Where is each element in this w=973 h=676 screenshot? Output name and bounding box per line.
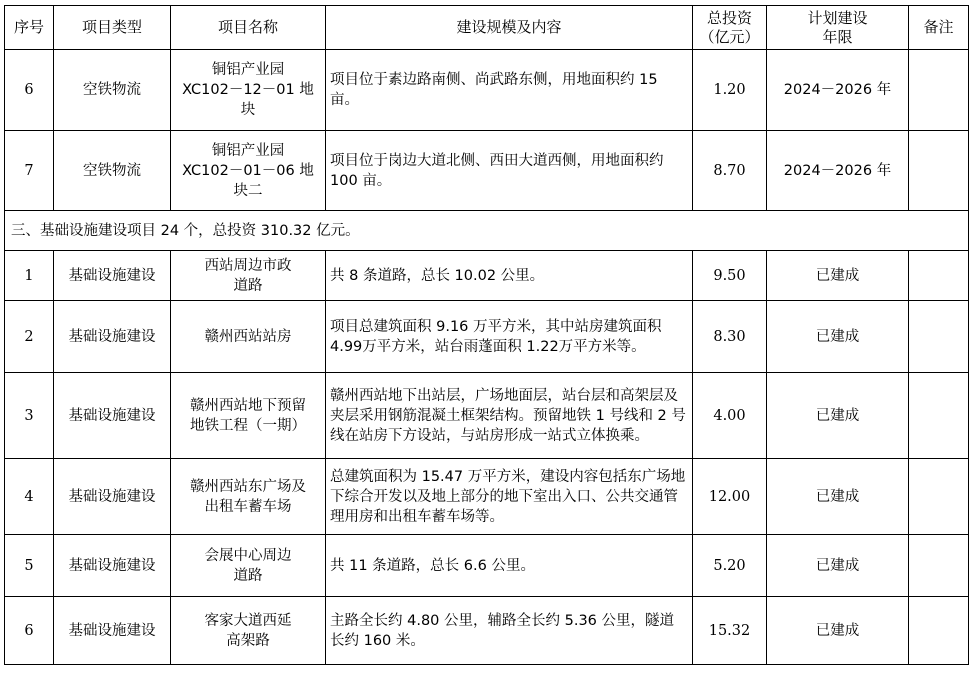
cell-content: 共 11 条道路，总长 6.6 公里。 <box>326 535 693 597</box>
cell-content: 赣州西站地下出站层，广场地面层，站台层和高架层及夹层采用钢筋混凝土框架结构。预留地铁 1 号线和 2 号线在站房下方设站，与站房形成一站式立体换乘。 <box>326 373 693 459</box>
cell-type: 基础设施建设 <box>54 535 171 597</box>
cell-type: 基础设施建设 <box>54 301 171 373</box>
cell-remark <box>909 459 969 535</box>
cell-investment: 5.20 <box>693 535 767 597</box>
cell-remark <box>909 535 969 597</box>
cell-seq: 2 <box>5 301 54 373</box>
cell-type: 基础设施建设 <box>54 251 171 301</box>
cell-type: 基础设施建设 <box>54 373 171 459</box>
cell-investment: 15.32 <box>693 597 767 665</box>
cell-name: 赣州西站站房 <box>171 301 326 373</box>
header-remark: 备注 <box>909 6 969 50</box>
cell-type: 空铁物流 <box>54 50 171 131</box>
cell-period: 已建成 <box>767 301 909 373</box>
cell-seq: 1 <box>5 251 54 301</box>
cell-type: 空铁物流 <box>54 131 171 211</box>
cell-seq: 4 <box>5 459 54 535</box>
cell-remark <box>909 131 969 211</box>
cell-period: 已建成 <box>767 535 909 597</box>
table-row <box>5 459 969 535</box>
cell-remark <box>909 251 969 301</box>
cell-seq: 5 <box>5 535 54 597</box>
table-row <box>5 251 969 301</box>
table-row <box>5 131 969 211</box>
header-seq: 序号 <box>5 6 54 50</box>
section-heading: 三、基础设施建设项目 24 个，总投资 310.32 亿元。 <box>5 211 969 251</box>
cell-type: 基础设施建设 <box>54 597 171 665</box>
section-row <box>5 211 969 251</box>
cell-investment: 1.20 <box>693 50 767 131</box>
cell-remark <box>909 301 969 373</box>
cell-seq: 6 <box>5 597 54 665</box>
cell-name: 铜铝产业园 XC102－12－01 地块 <box>171 50 326 131</box>
cell-content: 项目位于岗边大道北侧、西田大道西侧，用地面积约 100 亩。 <box>326 131 693 211</box>
cell-content: 总建筑面积为 15.47 万平方米，建设内容包括东广场地下综合开发以及地上部分的地下室出入口、公共交通管理用房和出租车蓄车场等。 <box>326 459 693 535</box>
cell-content: 项目位于素边路南侧、尚武路东侧，用地面积约 15 亩。 <box>326 50 693 131</box>
cell-investment: 8.30 <box>693 301 767 373</box>
cell-seq: 7 <box>5 131 54 211</box>
header-content: 建设规模及内容 <box>326 6 693 50</box>
cell-content: 共 8 条道路，总长 10.02 公里。 <box>326 251 693 301</box>
table-row <box>5 301 969 373</box>
cell-remark <box>909 50 969 131</box>
header-period: 计划建设 年限 <box>767 6 909 50</box>
header-row <box>5 6 969 50</box>
table-row <box>5 50 969 131</box>
cell-period: 已建成 <box>767 459 909 535</box>
cell-name: 赣州西站东广场及 出租车蓄车场 <box>171 459 326 535</box>
header-name: 项目名称 <box>171 6 326 50</box>
cell-name: 铜铝产业园 XC102－01－06 地块二 <box>171 131 326 211</box>
cell-name: 西站周边市政 道路 <box>171 251 326 301</box>
cell-content: 主路全长约 4.80 公里，辅路全长约 5.36 公里，隧道长约 160 米。 <box>326 597 693 665</box>
cell-investment: 12.00 <box>693 459 767 535</box>
cell-investment: 4.00 <box>693 373 767 459</box>
cell-name: 会展中心周边 道路 <box>171 535 326 597</box>
cell-period: 2024－2026 年 <box>767 131 909 211</box>
table-row <box>5 535 969 597</box>
cell-period: 已建成 <box>767 597 909 665</box>
cell-name: 赣州西站地下预留 地铁工程（一期） <box>171 373 326 459</box>
header-investment: 总投资 （亿元） <box>693 6 767 50</box>
cell-remark <box>909 373 969 459</box>
cell-investment: 9.50 <box>693 251 767 301</box>
cell-period: 2024－2026 年 <box>767 50 909 131</box>
cell-type: 基础设施建设 <box>54 459 171 535</box>
table-row <box>5 373 969 459</box>
cell-content: 项目总建筑面积 9.16 万平方米，其中站房建筑面积 4.99万平方米，站台雨蓬面积 1.22万平方米等。 <box>326 301 693 373</box>
cell-investment: 8.70 <box>693 131 767 211</box>
cell-period: 已建成 <box>767 373 909 459</box>
cell-name: 客家大道西延 高架路 <box>171 597 326 665</box>
table-row <box>5 597 969 665</box>
header-type: 项目类型 <box>54 6 171 50</box>
cell-period: 已建成 <box>767 251 909 301</box>
cell-seq: 3 <box>5 373 54 459</box>
cell-seq: 6 <box>5 50 54 131</box>
cell-remark <box>909 597 969 665</box>
project-table <box>4 5 969 665</box>
